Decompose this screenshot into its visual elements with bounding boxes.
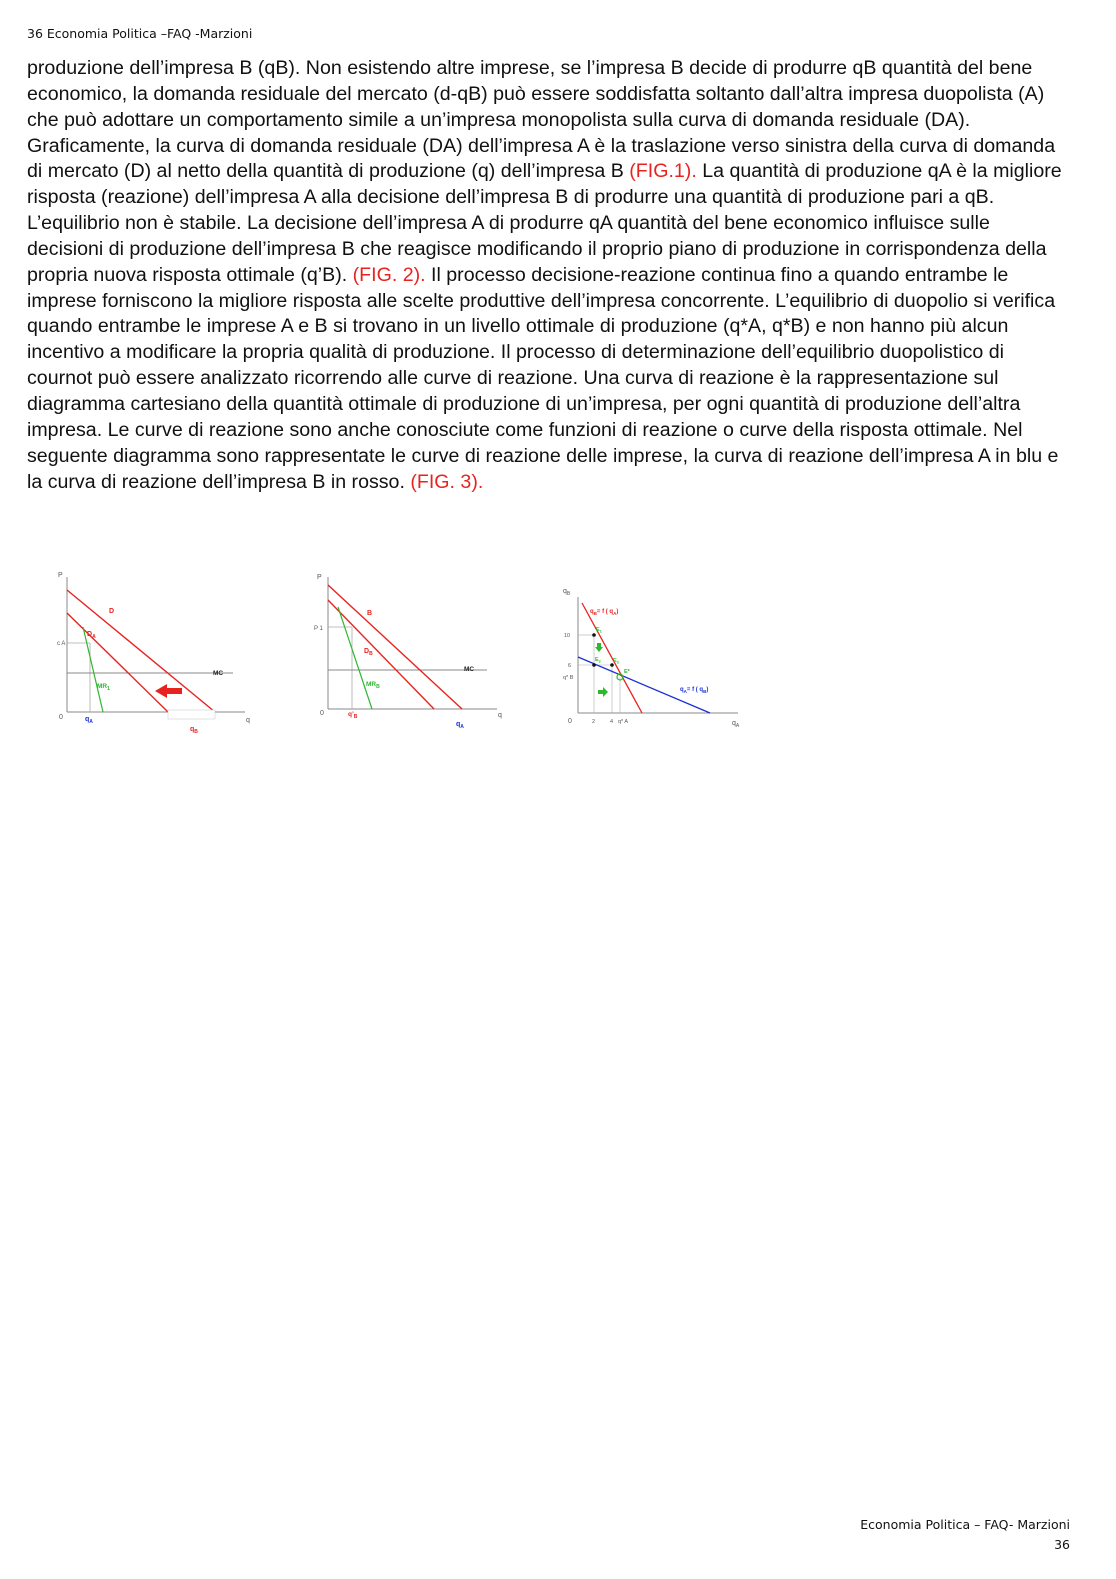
demand-curve <box>328 585 462 709</box>
reaction-curve-a <box>578 657 710 713</box>
y-axis-label: $q_B$ <box>563 588 571 597</box>
page-footer <box>860 1515 1070 1555</box>
y-tick-10: 10 <box>564 633 571 639</box>
reaction-b-label: $q_B= f$ ( $q_A$) <box>590 609 619 616</box>
marginal-revenue-curve <box>338 607 372 709</box>
x-tick-2: 2 <box>592 719 596 725</box>
price-label: P 1 <box>314 626 323 632</box>
e2-label: $E_2$ <box>595 657 601 664</box>
x-tick-4: 4 <box>610 719 614 725</box>
qb-label: $q_B$ <box>190 726 198 735</box>
down-arrow-icon <box>595 643 603 652</box>
text-segment-2: La quantità di produzione qA è la migliore risposta (reazione) dell’impresa A alla decisione dell’impresa B di produrre una quantità di produzione pari a qB. L’equilibrio non è stabile. La decisione dell’impresa A di produrre qA quantità del bene economico influisce sulle decisioni di produzione dell’impresa B che reagisce modificando il proprio piano di produzione in corrispondenza della propria nuova risposta ottimale (q’B). <box>27 160 1062 286</box>
figure-1-diagram <box>55 565 255 740</box>
qa-label: $q_A$ <box>456 721 464 730</box>
figure-3 <box>558 565 758 740</box>
shift-arrow-icon <box>155 684 182 698</box>
marginal-revenue-label: $MR_B$ <box>366 681 380 690</box>
demand-label: B <box>367 610 373 617</box>
axes <box>67 577 245 712</box>
page-number: 36 <box>1054 1537 1070 1552</box>
qb-label: $q’_B$ <box>348 711 358 720</box>
paragraph <box>27 56 1067 495</box>
marginal-revenue-label: $MR_1$ <box>97 683 110 692</box>
mc-label: MC <box>464 666 475 673</box>
e1-label: $E_1$ <box>596 627 602 634</box>
origin-label: 0 <box>59 714 63 721</box>
axes <box>328 577 497 709</box>
fig3-reference: (FIG. 3). <box>410 470 484 493</box>
equilibrium-label: E* <box>624 669 630 675</box>
e3-label: $E_3$ <box>613 658 619 665</box>
right-arrow-icon <box>598 687 608 697</box>
y-tick-qb: q* B <box>563 675 574 681</box>
x-axis-label: q <box>246 717 250 724</box>
residual-demand-label: $D_A$ <box>87 631 96 640</box>
footer-title: Economia Politica – FAQ- Marzioni <box>860 1517 1070 1532</box>
point-e2 <box>592 663 596 667</box>
x-tick-qa: q* A <box>618 719 629 725</box>
qb-bracket <box>168 710 215 719</box>
y-axis-label: P <box>58 572 63 579</box>
residual-demand-curve <box>328 600 434 709</box>
reaction-a-label: $q_A= f$ ( $q_B$) <box>680 687 709 694</box>
figure-2-diagram <box>312 565 512 740</box>
point-e1 <box>592 633 596 637</box>
x-axis-label: $q_A$ <box>732 720 740 729</box>
text-segment-1: produzione dell’impresa B (qB). Non esistendo altre imprese, se l’impresa B decide di produrre qB quantità del bene economico, la domanda residuale del mercato (d-qB) può essere soddisfatta soltanto dall’altra impresa duopolista (A) che può adottare un comportamento simile a un’impresa monopolista sulla curva di domanda residuale (DA). Graficamente, la curva di domanda residuale (DA) dell’impresa A è la traslazione verso sinistra della curva di domanda di mercato (D) al netto della quantità di produzione (q) dell’impresa B <box>27 57 1056 183</box>
figures-row <box>0 565 1116 745</box>
body-paragraph <box>27 56 1067 495</box>
origin-label: 0 <box>320 710 324 717</box>
page-header: 36 Economia Politica –FAQ -Marzioni <box>27 26 253 41</box>
fig1-reference: (FIG.1). <box>629 160 697 183</box>
x-axis-label: q <box>498 712 502 719</box>
demand-label: D <box>109 608 115 615</box>
qa-label: $q_A$ <box>85 716 93 725</box>
figure-1 <box>55 565 255 740</box>
price-label: c A <box>57 641 66 647</box>
residual-demand-curve <box>67 613 168 712</box>
mc-label: MC <box>213 670 224 677</box>
fig2-reference: (FIG. 2). <box>352 263 426 286</box>
y-axis-label: P <box>317 574 322 581</box>
figure-2 <box>312 565 512 740</box>
figure-3-diagram <box>558 565 758 740</box>
text-segment-3: Il processo decisione-reazione continua fino a quando entrambe le imprese forniscono la migliore risposta alle scelte produttive dell’impresa concorrente. L’equilibrio di duopolio si verifica quando entrambe le imprese A e B si trovano in un livello ottimale di produzione (q*A, q*B) e non hanno più alcun incentivo a modificare la propria qualità di produzione. Il processo di determinazione dell’equilibrio duopolistico di cournot può essere analizzato ricorrendo alle curve di reazione. Una curva di reazione è la rappresentazione sul diagramma cartesiano della quantità ottimale di produzione di un’impresa, per ogni quantità di produzione dell’altra impresa. Le curve di reazione sono anche conosciute come funzioni di reazione o curve della risposta ottimale. Nel seguente diagramma sono rappresentate le curve di reazione delle imprese, la curva di reazione dell’impresa A in blu e la curva di reazione dell’impresa B in rosso. <box>27 263 1059 493</box>
y-tick-6: 6 <box>568 663 572 669</box>
origin-label: 0 <box>568 718 572 725</box>
residual-demand-label: $D_B$ <box>364 648 373 657</box>
